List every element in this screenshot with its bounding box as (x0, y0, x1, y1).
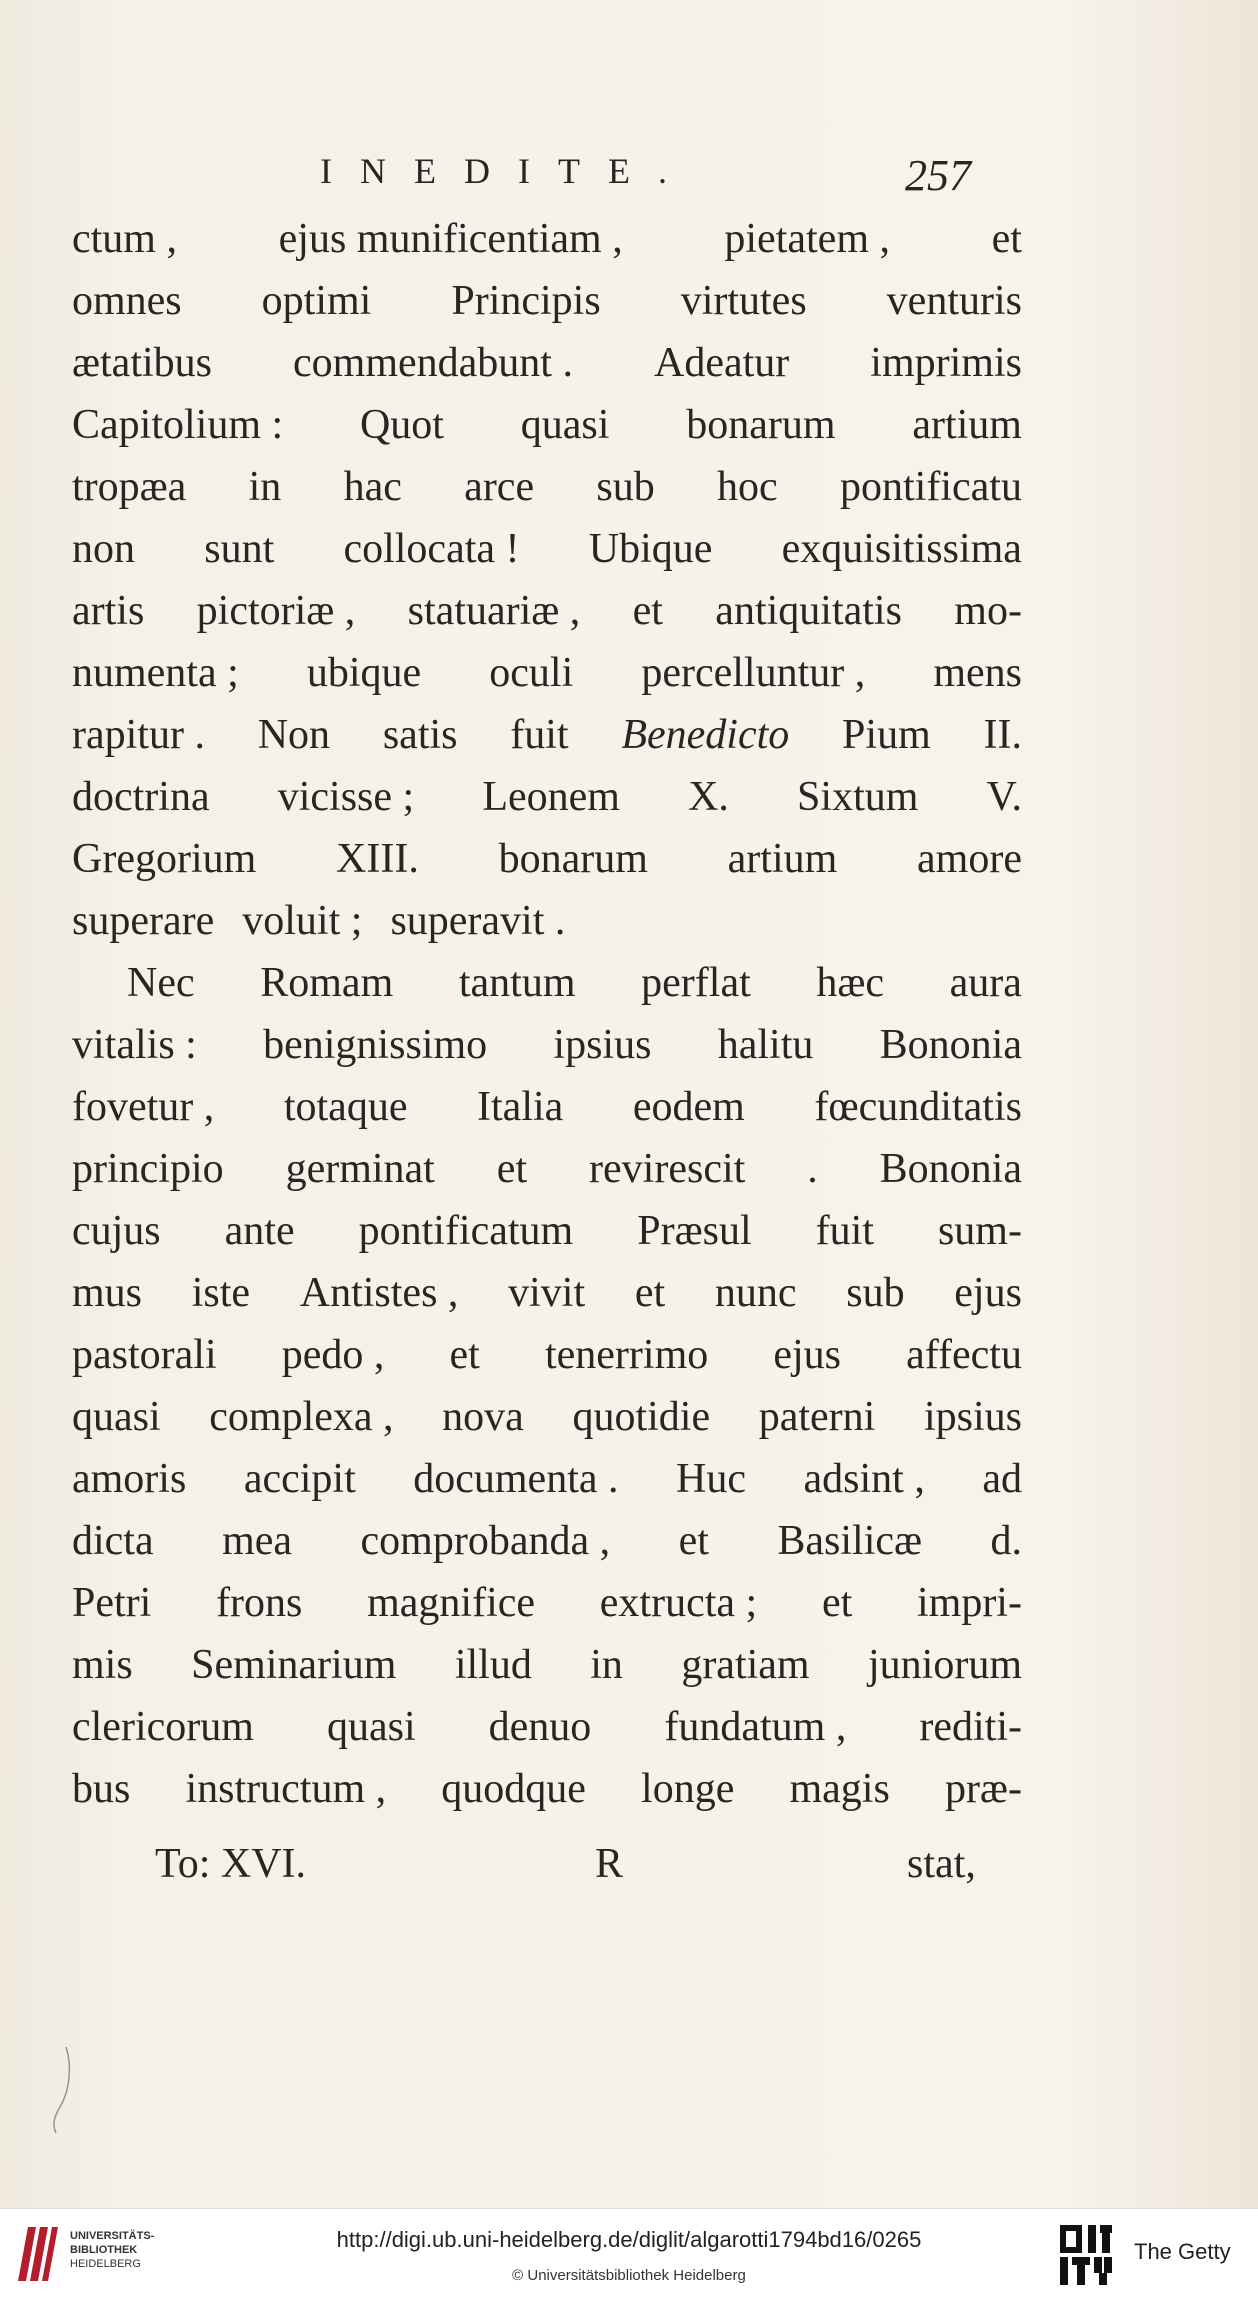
word: optimi (261, 278, 372, 324)
word: quasi (520, 402, 610, 448)
word: omnes (72, 278, 182, 324)
text-line (72, 952, 1022, 1014)
word: pastorali (72, 1332, 217, 1378)
word: complexa , (209, 1394, 394, 1440)
word: quodque (441, 1766, 586, 1812)
word: . (807, 1146, 818, 1192)
word: denuo (488, 1704, 592, 1750)
word: Ubique (588, 526, 713, 572)
word: Benedicto (621, 712, 790, 758)
word: accipit (243, 1456, 356, 1502)
word: imprimis (870, 340, 1022, 386)
word: halitu (717, 1022, 814, 1068)
text-line (72, 270, 1022, 332)
word: numenta ; (72, 650, 239, 696)
word: iste (191, 1270, 251, 1316)
word: doctrina (72, 774, 210, 820)
word: mis (72, 1642, 133, 1688)
text-line (72, 1448, 1022, 1510)
word: juniorum (868, 1642, 1022, 1688)
word: magis (789, 1766, 890, 1812)
word: præ- (944, 1766, 1022, 1812)
copyright-notice: © Universitätsbibliothek Heidelberg (512, 2267, 746, 2284)
text-line (72, 1200, 1022, 1262)
text-line (72, 766, 1022, 828)
getty-logo-icon (1058, 2223, 1114, 2287)
text-line (72, 1386, 1022, 1448)
word: in (590, 1642, 623, 1688)
word: artium (727, 836, 838, 882)
word: fundatum , (664, 1704, 847, 1750)
text-line (72, 1324, 1022, 1386)
word: ante (224, 1208, 295, 1254)
word: tenerrimo (544, 1332, 709, 1378)
word: clericorum (72, 1704, 254, 1750)
word: artium (912, 402, 1022, 448)
word: pontificatu (840, 464, 1022, 510)
word: et (821, 1580, 853, 1626)
word: Capitolium : (72, 402, 284, 448)
word: et (991, 216, 1022, 262)
word: fuit (815, 1208, 874, 1254)
word: Adeatur (653, 340, 790, 386)
word: Nec (127, 960, 195, 1006)
text-line (72, 642, 1022, 704)
word: rapitur . (72, 712, 205, 758)
word: rediti- (919, 1704, 1022, 1750)
body-text (72, 208, 1022, 1820)
text-line (72, 1138, 1022, 1200)
word: Præsul (637, 1208, 752, 1254)
word: hæc (816, 960, 885, 1006)
word: illud (454, 1642, 532, 1688)
word: aura (949, 960, 1022, 1006)
word: hoc (717, 464, 778, 510)
word: Seminarium (191, 1642, 397, 1688)
word: ætatibus (72, 340, 213, 386)
text-line (72, 580, 1022, 642)
word: ejus (773, 1332, 842, 1378)
word: instructum , (185, 1766, 387, 1812)
word: vicisse ; (277, 774, 415, 820)
catchword: stat, (907, 1841, 976, 1887)
word: quasi (326, 1704, 416, 1750)
word: Sixtum (797, 774, 919, 820)
word: virtutes (680, 278, 807, 324)
word: venturis (886, 278, 1022, 324)
word: statuariæ , (407, 588, 581, 634)
word: et (678, 1518, 709, 1564)
text-line (72, 394, 1022, 456)
word: impri- (916, 1580, 1022, 1626)
word: Romam (260, 960, 394, 1006)
word: germinat (285, 1146, 435, 1192)
word: Principis (451, 278, 601, 324)
text-line (72, 1758, 1022, 1820)
word: frons (216, 1580, 303, 1626)
word: perflat (641, 960, 751, 1006)
word: Italia (477, 1084, 564, 1130)
word: pontificatum (358, 1208, 574, 1254)
word: Non (257, 712, 331, 758)
word: bonarum (498, 836, 648, 882)
word: affectu (906, 1332, 1022, 1378)
word: mea (222, 1518, 293, 1564)
text-line (72, 828, 1022, 890)
word: superavit . (390, 898, 566, 944)
word: Huc (676, 1456, 746, 1502)
word: non (72, 526, 135, 572)
word: mus (72, 1270, 143, 1316)
word: quotidie (572, 1394, 711, 1440)
word: mens (933, 650, 1022, 696)
word: collocata ! (343, 526, 520, 572)
word: revirescit (589, 1146, 746, 1192)
university-library-name: UNIVERSITÄTS- BIBLIOTHEK HEIDELBERG (70, 2230, 155, 2270)
text-line (72, 1572, 1022, 1634)
word: Antistes , (299, 1270, 459, 1316)
word: totaque (283, 1084, 408, 1130)
word: hac (343, 464, 402, 510)
word: XIII. (336, 836, 419, 882)
word: V. (986, 774, 1022, 820)
word: quasi (72, 1394, 161, 1440)
pencil-mark-icon (48, 2045, 78, 2135)
word: sum- (937, 1208, 1022, 1254)
word: principio (72, 1146, 224, 1192)
text-line (72, 518, 1022, 580)
word: voluit ; (242, 898, 363, 944)
text-line (72, 456, 1022, 518)
permalink-url[interactable]: http://digi.ub.uni-heidelberg.de/diglit/algarotti1794bd16/0265 (336, 2227, 922, 2252)
text-line (72, 208, 1022, 270)
running-head: INEDITE. (320, 151, 695, 191)
text-line (72, 890, 1022, 952)
word: percelluntur , (641, 650, 866, 696)
word: bonarum (686, 402, 836, 448)
word: nova (442, 1394, 524, 1440)
word: ejus munificentiam , (278, 216, 623, 262)
word: oculi (489, 650, 574, 696)
word: benignissimo (263, 1022, 488, 1068)
word: Gregorium (72, 836, 257, 882)
word: X. (688, 774, 729, 820)
word: arce (464, 464, 535, 510)
word: nunc (714, 1270, 797, 1316)
word: et (634, 1270, 666, 1316)
word: bus (72, 1766, 131, 1812)
text-line (72, 1076, 1022, 1138)
text-line (72, 704, 1022, 766)
word: II. (983, 712, 1022, 758)
word: artis (72, 588, 145, 634)
text-line (72, 1510, 1022, 1572)
word: documenta . (413, 1456, 619, 1502)
word: fuit (510, 712, 569, 758)
word: magnifice (367, 1580, 536, 1626)
word: Leonem (482, 774, 620, 820)
word: et (632, 588, 663, 634)
word: Basilicæ (777, 1518, 923, 1564)
text-line (72, 1014, 1022, 1076)
volume-mark: To: XVI. (155, 1841, 307, 1887)
word: longe (641, 1766, 735, 1812)
word: adsint , (803, 1456, 925, 1502)
word: vivit (508, 1270, 586, 1316)
word: fovetur , (72, 1084, 215, 1130)
word: sub (846, 1270, 905, 1316)
word: comprobanda , (360, 1518, 611, 1564)
word: Petri (72, 1580, 152, 1626)
word: superare (72, 898, 215, 944)
footer-bar (0, 2208, 1258, 2299)
word: tantum (458, 960, 576, 1006)
word: et (496, 1146, 528, 1192)
word: ad (982, 1456, 1022, 1502)
word: exquisitissima (781, 526, 1022, 572)
word: Quot (359, 402, 444, 448)
word: pedo , (281, 1332, 385, 1378)
signature-line (155, 1840, 1025, 1900)
text-line (72, 332, 1022, 394)
word: extructa ; (599, 1580, 758, 1626)
word: vitalis : (72, 1022, 197, 1068)
word: ipsius (553, 1022, 652, 1068)
word: paterni (758, 1394, 876, 1440)
word: eodem (632, 1084, 745, 1130)
word: pietatem , (724, 216, 890, 262)
word: et (449, 1332, 480, 1378)
word: satis (382, 712, 458, 758)
word: amoris (72, 1456, 187, 1502)
word: cujus (72, 1208, 161, 1254)
word: Bononia (879, 1146, 1022, 1192)
word: Pium (842, 712, 931, 758)
word: tropæa (72, 464, 187, 510)
text-line (72, 1696, 1022, 1758)
word: gratiam (681, 1642, 810, 1688)
word: antiquitatis (715, 588, 902, 634)
word: pictoriæ , (196, 588, 356, 634)
word: ctum , (72, 216, 177, 262)
word: sub (596, 464, 655, 510)
getty-partner-name: The Getty (1134, 2239, 1231, 2264)
page-number: 257 (905, 151, 971, 200)
word: mo- (954, 588, 1022, 634)
word: sunt (204, 526, 275, 572)
word: ubique (306, 650, 422, 696)
word: in (248, 464, 282, 510)
word: commendabunt . (293, 340, 573, 386)
word: d. (990, 1518, 1022, 1564)
text-line (72, 1262, 1022, 1324)
text-line (72, 1634, 1022, 1696)
word: ejus (954, 1270, 1022, 1316)
word: ipsius (923, 1394, 1022, 1440)
word: dicta (72, 1518, 154, 1564)
word: fœcunditatis (814, 1084, 1022, 1130)
word: amore (917, 836, 1022, 882)
word: Bononia (879, 1022, 1022, 1068)
signature-letter: R (595, 1841, 624, 1887)
